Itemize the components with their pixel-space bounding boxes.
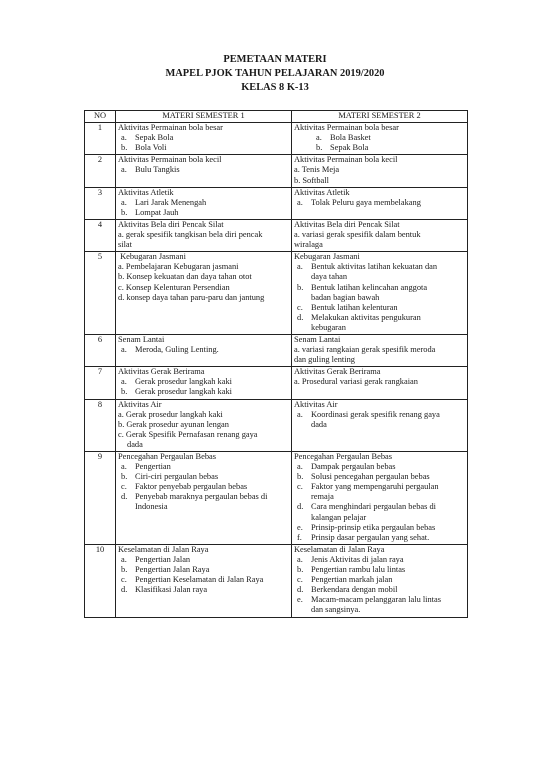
list-item-text: Berkendara dengan mobil: [311, 585, 398, 595]
topic-heading: Aktivitas Air: [118, 399, 162, 409]
list-marker: a.: [121, 165, 127, 175]
topic-heading: Aktivitas Permainan bola besar: [294, 123, 399, 133]
topic-heading: Aktivitas Permainan bola besar: [118, 123, 223, 133]
list-item: [294, 198, 465, 208]
list-item-text: Pengertian rambu lalu lintas: [311, 565, 406, 575]
list-item: [118, 208, 289, 218]
list-item-continuation: kalangan pelajar: [311, 512, 367, 522]
list-marker: b.: [121, 143, 128, 153]
topic-heading: Keselamatan di Jalan Raya: [118, 544, 209, 554]
list-item-continuation: Indonesia: [135, 502, 168, 512]
topic-heading: Keselamatan di Jalan Raya: [294, 544, 385, 554]
text-line: a. Pembelajaran Kebugaran jasmani: [118, 262, 239, 272]
list-item: [294, 303, 465, 313]
list-marker: a.: [297, 462, 303, 472]
list-marker: a.: [121, 133, 127, 143]
list-marker: b.: [297, 472, 304, 482]
list-item: [294, 595, 465, 605]
list-marker: b.: [316, 143, 323, 153]
text-line: d. konsep daya tahan paru-paru dan jantung: [118, 292, 265, 302]
text-line: a. Gerak prosedur langkah kaki: [118, 409, 223, 419]
list-marker: d.: [121, 492, 128, 502]
semester-1-cell: [116, 219, 292, 251]
table-row: [85, 452, 468, 545]
list-marker: c.: [121, 482, 127, 492]
list-item: [118, 165, 289, 175]
semester-1-cell: [116, 452, 292, 545]
list-item-continuation: dada: [127, 439, 143, 449]
row-number: 8: [85, 399, 116, 451]
text-line: c. Gerak Spesifik Pernafasan renang gaya: [118, 429, 258, 439]
list-marker: a.: [297, 409, 303, 419]
semester-2-cell: [292, 252, 468, 335]
semester-2-cell: [292, 334, 468, 366]
document-title: PEMETAAN MATERI: [223, 54, 327, 65]
list-item: [118, 555, 289, 565]
text-line: a. variasi rangkaian gerak spesifik meroda: [294, 345, 436, 355]
list-item-text: Bentuk aktivitas latihan kekuatan dan: [311, 262, 438, 272]
list-item-text: Bentuk latihan kelenturan: [311, 302, 398, 312]
row-number: 3: [85, 187, 116, 219]
table-row: [85, 123, 468, 155]
list-item-text: Meroda, Guling Lenting.: [135, 345, 219, 355]
table-row: [85, 544, 468, 617]
list-item-text: Ciri-ciri pergaulan bebas: [135, 472, 219, 482]
list-item-text: Koordinasi gerak spesifik renang gaya: [311, 409, 440, 419]
list-item-text: Pengertian Jalan Raya: [135, 565, 210, 575]
semester-2-cell: [292, 452, 468, 545]
list-item-text: Klasifikasi Jalan raya: [135, 585, 208, 595]
list-item-text: Bola Voli: [135, 143, 167, 153]
list-marker: d.: [297, 585, 304, 595]
list-marker: b.: [121, 565, 128, 575]
list-marker: a.: [297, 197, 303, 207]
list-item-text: Gerak prosedur langkah kaki: [135, 377, 232, 387]
table-row: [85, 155, 468, 187]
table-row: [85, 219, 468, 251]
list-item: [294, 533, 465, 543]
list-item-text: Prinsip dasar pergaulan yang sehat.: [311, 532, 430, 542]
list-item-text: Sepak Bola: [330, 143, 369, 153]
semester-2-cell: [292, 399, 468, 451]
list-marker: b.: [297, 282, 304, 292]
list-item: [118, 482, 289, 492]
list-marker: f.: [297, 532, 302, 542]
list-marker: d.: [297, 312, 304, 322]
list-item: [118, 143, 289, 153]
list-item: [118, 198, 289, 208]
list-item: [118, 462, 289, 472]
list-item-text: Prinsip-prinsip etika pergaulan bebas: [311, 522, 436, 532]
table-row: [85, 399, 468, 451]
semester-2-cell: [292, 123, 468, 155]
material-mapping-table: [84, 110, 468, 618]
text-line: dan guling lenting: [294, 355, 355, 365]
list-item: [294, 472, 465, 482]
list-item: [294, 143, 465, 153]
list-marker: a.: [297, 554, 303, 564]
list-item: [118, 585, 289, 595]
list-item: [294, 555, 465, 565]
list-marker: a.: [121, 377, 127, 387]
semester-1-cell: [116, 544, 292, 617]
row-number: 6: [85, 334, 116, 366]
topic-heading: Aktivitas Permainan bola kecil: [118, 155, 222, 165]
semester-2-cell: [292, 219, 468, 251]
row-number: 1: [85, 123, 116, 155]
list-marker: c.: [121, 575, 127, 585]
list-marker: e.: [297, 595, 303, 605]
text-line: a. gerak spesifik tangkisan bela diri pencak: [118, 230, 263, 240]
text-line: a. variasi gerak spesifik dalam bentuk: [294, 230, 421, 240]
list-item-text: Pengertian Jalan: [135, 554, 191, 564]
list-item-continuation: dada: [311, 419, 327, 429]
list-item: [294, 283, 465, 293]
list-marker: a.: [316, 133, 322, 143]
semester-1-cell: [116, 334, 292, 366]
list-item-text: Dampak pergaulan bebas: [311, 462, 396, 472]
table-row: [85, 367, 468, 399]
document-class-label: KELAS 8 K-13: [241, 82, 309, 93]
document-subtitle: MAPEL PJOK TAHUN PELAJARAN 2019/2020: [165, 68, 385, 79]
list-item-text: Bola Basket: [330, 133, 371, 143]
list-marker: a.: [121, 554, 127, 564]
text-line: b. Konsep kekuatan dan daya tahan otot: [118, 272, 252, 282]
list-item-text: Sepak Bola: [135, 133, 174, 143]
list-item: [118, 565, 289, 575]
row-number: 4: [85, 219, 116, 251]
topic-heading: Aktivitas Bela diri Pencak Silat: [294, 219, 400, 229]
list-item: [294, 585, 465, 595]
topic-heading: Senam Lantai: [294, 334, 341, 344]
topic-heading: Kebugaran Jasmani: [294, 252, 360, 262]
row-number: 9: [85, 452, 116, 545]
list-item-text: Gerak prosedur langkah kaki: [135, 387, 232, 397]
list-item: [118, 345, 289, 355]
list-item-text: Melakukan aktivitas pengukuran: [311, 312, 421, 322]
topic-heading: Pencegahan Pergaulan Bebas: [118, 452, 216, 461]
list-item-text: Jenis Aktivitas di jalan raya: [311, 554, 404, 564]
topic-heading: Pencegahan Pergaulan Bebas: [294, 452, 392, 461]
list-item-text: Penyebab maraknya pergaulan bebas di: [135, 492, 268, 502]
list-item: [118, 377, 289, 387]
list-marker: b.: [121, 387, 128, 397]
topic-heading: Aktivitas Atletik: [294, 187, 350, 197]
list-item-text: Lari Jarak Menengah: [135, 197, 207, 207]
semester-2-cell: [292, 367, 468, 399]
topic-heading: Aktivitas Bela diri Pencak Silat: [118, 219, 224, 229]
list-item: [294, 575, 465, 585]
topic-heading: Aktivitas Atletik: [118, 187, 174, 197]
list-item: [118, 472, 289, 482]
text-line: wiralaga: [294, 240, 323, 250]
list-item: [294, 482, 465, 492]
topic-heading: Kebugaran Jasmani: [118, 252, 186, 262]
topic-heading: Aktivitas Permainan bola kecil: [294, 155, 398, 165]
header-no: NO: [85, 111, 116, 123]
list-marker: c.: [297, 302, 303, 312]
list-item-continuation: dan sangsinya.: [311, 605, 361, 615]
semester-2-cell: [292, 187, 468, 219]
list-marker: c.: [297, 482, 303, 492]
list-item: [294, 502, 465, 512]
list-item: [118, 492, 289, 502]
list-item-text: Bentuk latihan kelincahan anggota: [311, 282, 428, 292]
list-item-text: Pengertian Keselamatan di Jalan Raya: [135, 575, 264, 585]
list-item-text: Faktor yang mempengaruhi pergaulan: [311, 482, 439, 492]
row-number: 2: [85, 155, 116, 187]
table-row: [85, 334, 468, 366]
list-marker: a.: [297, 262, 303, 272]
list-item: [294, 133, 465, 143]
table-row: [85, 187, 468, 219]
list-item-continuation: daya tahan: [311, 272, 348, 282]
list-marker: b.: [297, 565, 304, 575]
semester-1-cell: [116, 155, 292, 187]
list-item-text: Solusi pencegahan pergaulan bebas: [311, 472, 430, 482]
list-item-text: Lompat Jauh: [135, 207, 179, 217]
table-header-row: [85, 111, 468, 123]
topic-heading: Senam Lantai: [118, 334, 165, 344]
list-item-continuation: badan bagian bawah: [311, 292, 380, 302]
semester-1-cell: [116, 367, 292, 399]
row-number: 5: [85, 252, 116, 335]
list-item: [294, 313, 465, 323]
list-marker: e.: [297, 522, 303, 532]
semester-1-cell: [116, 123, 292, 155]
table-row: [85, 252, 468, 335]
list-marker: b.: [121, 207, 128, 217]
row-number: 7: [85, 367, 116, 399]
list-marker: c.: [297, 575, 303, 585]
list-item: [118, 575, 289, 585]
list-item: [294, 462, 465, 472]
list-item: [294, 410, 465, 420]
list-marker: d.: [121, 585, 128, 595]
topic-heading: Aktivitas Gerak Berirama: [118, 367, 205, 377]
list-item: [294, 523, 465, 533]
text-line: a. Prosedural variasi gerak rangkaian: [294, 377, 418, 387]
list-item-continuation: kebugaran: [311, 322, 346, 332]
semester-1-cell: [116, 399, 292, 451]
text-line: c. Konsep Kelenturan Persendian: [118, 282, 230, 292]
list-marker: a.: [121, 462, 127, 472]
list-item: [118, 387, 289, 397]
text-line: silat: [118, 240, 132, 250]
list-item: [118, 133, 289, 143]
list-item-text: Tolak Peluru gaya membelakang: [311, 197, 421, 207]
list-item: [294, 565, 465, 575]
header-semester-2: MATERI SEMESTER 2: [292, 111, 468, 123]
topic-heading: Aktivitas Air: [294, 399, 338, 409]
list-marker: a.: [121, 345, 127, 355]
text-line: a. Tenis Meja: [294, 165, 340, 175]
text-line: b. Gerak prosedur ayunan lengan: [118, 419, 229, 429]
list-item-text: Bulu Tangkis: [135, 165, 180, 175]
semester-2-cell: [292, 155, 468, 187]
list-item-text: Faktor penyebab pergaulan bebas: [135, 482, 248, 492]
list-marker: d.: [297, 502, 304, 512]
semester-2-cell: [292, 544, 468, 617]
list-item-text: Macam-macam pelanggaran lalu lintas: [311, 595, 441, 605]
list-item: [294, 262, 465, 272]
text-line: b. Softball: [294, 175, 329, 185]
list-item-text: Cara menghindari pergaulan bebas di: [311, 502, 436, 512]
list-marker: b.: [121, 472, 128, 482]
list-item-text: Pengertian: [135, 462, 171, 472]
list-marker: a.: [121, 197, 127, 207]
semester-1-cell: [116, 252, 292, 335]
row-number: 10: [85, 544, 116, 617]
document-header: [0, 53, 550, 95]
list-item-text: Pengertian markah jalan: [311, 575, 393, 585]
semester-1-cell: [116, 187, 292, 219]
header-semester-1: MATERI SEMESTER 1: [116, 111, 292, 123]
list-item-continuation: remaja: [311, 492, 334, 502]
topic-heading: Aktivitas Gerak Berirama: [294, 367, 381, 377]
